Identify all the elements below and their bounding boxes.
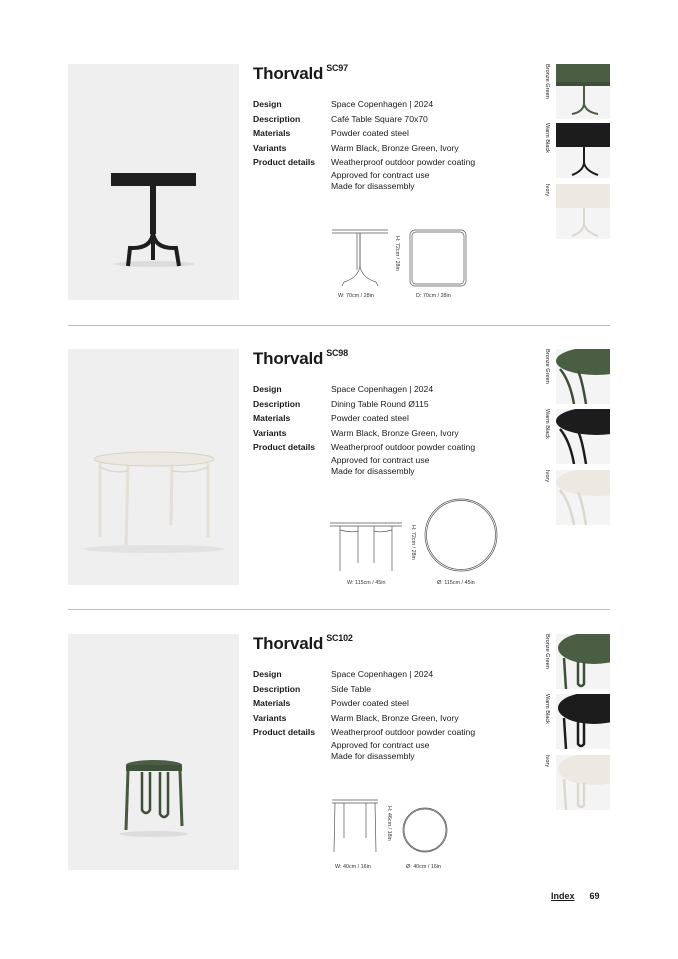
spec-row-product-details: Product details Weatherproof outdoor powder coating Approved for contract use Made for disassembly	[253, 157, 476, 192]
page-number: 69	[589, 891, 600, 901]
variant-bronze-green: Bronze Green	[542, 349, 610, 405]
swatch-image	[556, 349, 610, 404]
swatch-image	[556, 409, 610, 464]
spec-row-materials: Materials Powder coated steel	[253, 698, 409, 709]
spec-list	[253, 97, 493, 192]
spec-row-variants: Variants Warm Black, Bronze Green, Ivory	[253, 427, 459, 438]
spec-row-materials: Materials Powder coated steel	[253, 128, 409, 139]
index-link[interactable]: Index	[551, 891, 575, 901]
product-photo-sc97	[68, 64, 239, 300]
spec-row-design: Design Space Copenhagen | 2024	[253, 99, 434, 109]
spec-row-description: Description Dining Table Round Ø115	[253, 398, 429, 409]
swatch-image	[556, 634, 610, 689]
variant-bronze-green: Bronze Green	[542, 634, 610, 690]
dimension-width: W: 115cm / 45in	[347, 580, 386, 586]
dimension-depth: D: 70cm / 28in	[416, 293, 451, 299]
product-sc97	[68, 64, 610, 302]
section-divider	[68, 325, 610, 326]
variant-warm-black: Warm Black	[542, 694, 610, 750]
variant-ivory: Ivory	[542, 184, 610, 240]
swatch-image	[556, 694, 610, 749]
swatch-image	[556, 64, 610, 119]
variant-bronze-green: Bronze Green	[542, 64, 610, 120]
product-title: Thorvald $^{SC98}$	[253, 348, 348, 368]
spec-row-variants: Variants Warm Black, Bronze Green, Ivory	[253, 142, 459, 153]
spec-row-design: Design Space Copenhagen | 2024	[253, 384, 434, 394]
dimension-height: H: 72cm / 28in	[410, 525, 416, 560]
product-photo-sc98	[68, 349, 239, 585]
variant-ivory: Ivory	[542, 755, 610, 811]
variant-warm-black: Warm Black	[542, 123, 610, 179]
dimension-depth: Ø: 40cm / 16in	[406, 864, 442, 870]
product-title: Thorvald $^{SC97}$	[253, 63, 348, 83]
product-title: Thorvald $^{SC102}$	[253, 633, 353, 653]
dimension-drawings	[330, 798, 500, 870]
dimension-height: H: 46cm / 18in	[386, 806, 392, 841]
dimension-drawings	[330, 497, 500, 586]
swatch-image	[556, 755, 610, 810]
spec-list	[253, 667, 493, 762]
product-photo-sc102	[68, 634, 239, 870]
spec-row-variants: Variants Warm Black, Bronze Green, Ivory	[253, 712, 459, 723]
spec-row-product-details: Product details Weatherproof outdoor powder coating Approved for contract use Made for disassembly	[253, 727, 476, 762]
product-sc102	[68, 634, 610, 872]
spec-row-description: Description Café Table Square 70x70	[253, 113, 428, 124]
spec-row-materials: Materials Powder coated steel	[253, 413, 409, 424]
dimension-drawings	[330, 228, 500, 298]
spec-row-description: Description Side Table	[253, 683, 371, 694]
dimension-width: W: 40cm / 16in	[335, 864, 371, 870]
spec-row-design: Design Space Copenhagen | 2024	[253, 669, 434, 679]
spec-list	[253, 382, 493, 477]
dimension-drawing	[330, 798, 500, 862]
swatch-image	[556, 470, 610, 525]
spec-row-product-details: Product details Weatherproof outdoor powder coating Approved for contract use Made for disassembly	[253, 442, 476, 477]
variant-warm-black: Warm Black	[542, 409, 610, 465]
dimension-depth: Ø: 115cm / 45in	[437, 580, 475, 586]
swatch-image	[556, 184, 610, 239]
swatch-image	[556, 123, 610, 178]
page-footer	[551, 891, 600, 901]
dimension-width: W: 70cm / 28in	[338, 293, 374, 299]
product-sc98	[68, 349, 610, 587]
variant-ivory: Ivory	[542, 470, 610, 526]
section-divider	[68, 609, 610, 610]
dimension-height: H: 72cm / 28in	[394, 236, 400, 271]
dimension-drawing	[330, 228, 500, 298]
